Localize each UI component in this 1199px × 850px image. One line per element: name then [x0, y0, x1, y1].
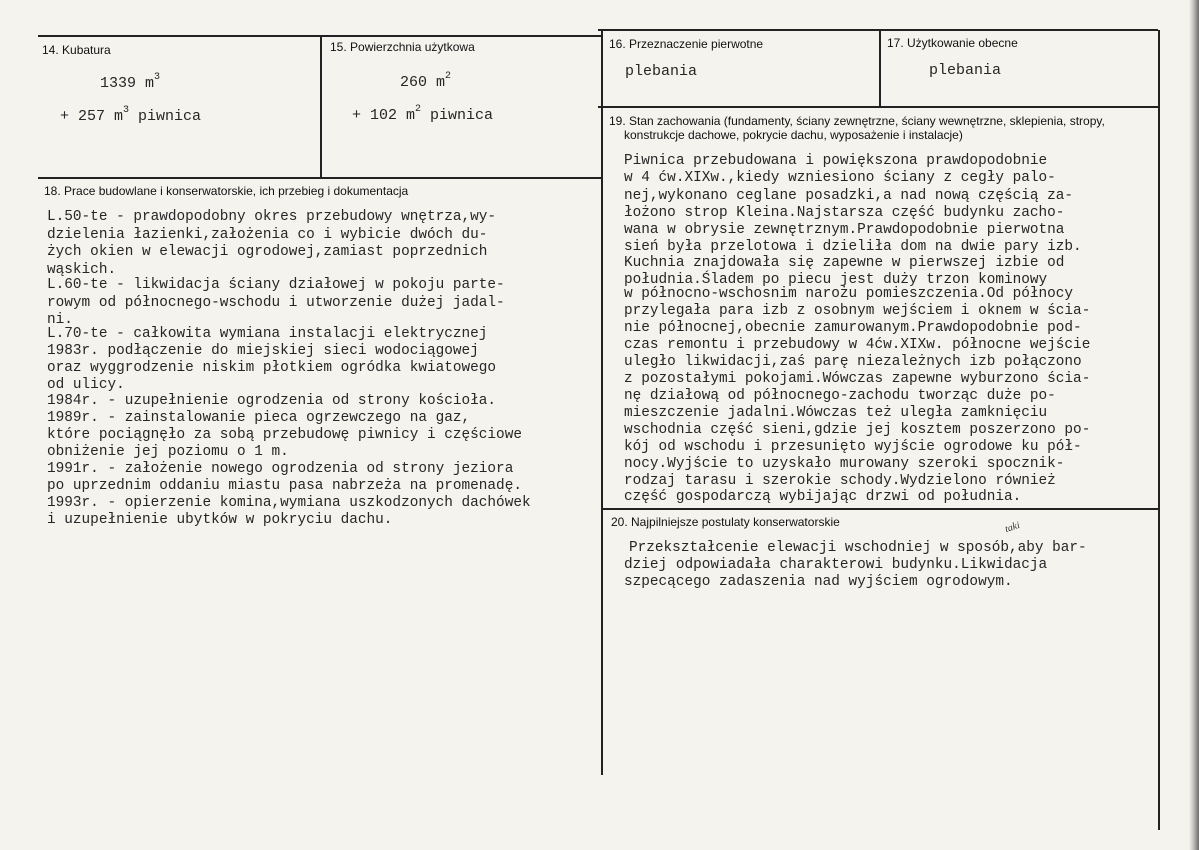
- field-14-basement-exponent: 3: [123, 105, 130, 116]
- right-border: [1158, 30, 1160, 830]
- field-19-line: przylegała para izb z osobnym wejściem i oknem w ścia-: [624, 303, 1091, 319]
- field-18-line: 1993r. - opierzenie komina,wymiana uszkodzonych dachówek: [47, 495, 531, 511]
- field-18-line: oraz wyggrodzenie niskim płotkiem ogródka kwiatowego: [47, 360, 497, 376]
- field-14-basement-volume: [60, 105, 202, 125]
- field-18-line: L.50-te - prawdopodobny okres przebudowy wnętrza,wy-: [47, 209, 497, 225]
- field-19-line: Piwnica przebudowana i powiększona prawdopodobnie: [624, 153, 1048, 169]
- field-18-line: 1989r. - zainstalowanie pieca ogrzewczego na gaz,: [47, 410, 471, 426]
- field-19-line: kój od wschodu i przesunięto wyjście ogrodowe ku pół-: [624, 439, 1082, 455]
- center-divider: [601, 30, 603, 775]
- field-19-line: nej,wykonano ceglane posadzki,a nad nową częścią za-: [624, 187, 1074, 204]
- scan-edge-shadow: [1189, 0, 1199, 850]
- field-14-basement-word: piwnica: [129, 108, 202, 125]
- field-20-line: Przekształcenie elewacji wschodniej w sposób,aby bar-: [629, 540, 1087, 556]
- field-19-line: Kuchnia znajdowała się zapewne w pierwszej izbie od: [624, 255, 1065, 271]
- divider-20-top: [602, 508, 1158, 510]
- field-18-line: obniżenie jej poziomu o 1 m.: [47, 444, 289, 460]
- field-15-label: 15. Powierzchnia użytkowa: [330, 40, 475, 54]
- field-14-label: 14. Kubatura: [42, 43, 111, 57]
- field-18-label: 18. Prace budowlane i konserwatorskie, ich przebieg i dokumentacja: [44, 184, 409, 198]
- field-19-line: z pozostałymi pokojami.Wówczas zapewne wyburzono ścia-: [624, 371, 1091, 387]
- field-19-line: sień była przelotowa i dzieliła dom na dwie pary izb.: [624, 238, 1082, 255]
- field-18-line: wąskich.: [47, 261, 117, 278]
- divider-14-15: [320, 36, 322, 178]
- field-18-line: od ulicy.: [47, 377, 125, 393]
- field-19-line: w 4 ćw.XIXw.,kiedy wzniesiono ściany z cegły palo-: [624, 170, 1056, 186]
- field-15-basement-area: [352, 104, 494, 124]
- field-18-line: i uzupełnienie ubytków w pokryciu dachu.: [47, 512, 393, 528]
- field-18-line: rowym od północnego-wschodu i utworzenie dużej jadal-: [47, 294, 505, 311]
- divider-16-17: [879, 30, 881, 107]
- field-19-label-line-1: 19. Stan zachowania (fundamenty, ściany zewnętrzne, ściany wewnętrzne, sklepienia, stropy,: [609, 114, 1105, 128]
- field-18-line: dzielenia łazienki,założenia co i wybicie dwóch du-: [47, 226, 488, 243]
- field-19-line: wana w obrysie zewnętrznym.Prawdopodobnie pierwotna: [624, 221, 1065, 238]
- field-18-line: 1983r. podłączenie do miejskiej sieci wodociągowej: [47, 343, 479, 359]
- field-18-line: L.70-te - całkowita wymiana instalacji elektrycznej: [47, 326, 488, 342]
- field-19-line: część gospodarczą wybijając drzwi od południa.: [624, 489, 1022, 505]
- field-18-line: żych okien w elewacji ogrodowej,zamiast poprzednich: [47, 244, 488, 260]
- field-19-line: uległo likwidacji,zaś parę niezależnych izb połączono: [624, 354, 1082, 370]
- field-19-line: nocy.Wyjście to uzyskało murowany szeroki spocznik-: [624, 456, 1065, 472]
- field-16-label: 16. Przeznaczenie pierwotne: [609, 37, 764, 51]
- field-19-line: mieszczenie jadalni.Wówczas też uległa zamknięciu: [624, 405, 1048, 421]
- field-18-line: 1984r. - uzupełnienie ogrodzenia od strony kościoła.: [47, 393, 497, 409]
- field-19-line: południa.Śladem po piecu jest duży trzon kominowy: [624, 272, 1048, 288]
- field-14-volume-exponent: 3: [154, 72, 161, 83]
- field-14-basement-value: + 257 m: [60, 108, 124, 125]
- field-18-line: L.60-te - likwidacja ściany działowej w pokoju parte-: [47, 277, 505, 293]
- field-19-line: nie północnej,obecnie zamurowanym.Prawdopodobnie pod-: [624, 320, 1082, 336]
- field-15-area-exponent: 2: [445, 71, 452, 82]
- field-14-volume: [100, 72, 161, 92]
- field-15-basement-value: + 102 m: [352, 107, 416, 124]
- divider-19-top: [598, 106, 1158, 108]
- field-14-volume-value: 1339 m: [100, 75, 155, 92]
- field-19-line: czas remontu i przebudowy w 4ćw.XIXw. północne wejście: [624, 337, 1091, 353]
- field-18-line: ni.: [47, 312, 73, 328]
- field-15-basement-exponent: 2: [415, 104, 422, 115]
- handwritten-insertion: taki: [1003, 519, 1022, 536]
- field-20-line: dziej odpowiadała charakterowi budynku.Likwidacja: [624, 557, 1048, 573]
- top-border-right: [598, 29, 1158, 31]
- field-20-label: 20. Najpilniejsze postulaty konserwatorskie: [611, 515, 840, 529]
- field-15-basement-word: piwnica: [421, 107, 494, 124]
- field-19-line: wschodnia część sieni,gdzie jej kosztem poszerzono po-: [624, 422, 1091, 438]
- field-16-value: plebania: [625, 63, 698, 80]
- field-17-value: plebania: [929, 62, 1002, 79]
- field-19-label-line-2: konstrukcje dachowe, pokrycie dachu, wyposażenie i instalacje): [624, 128, 963, 142]
- field-18-line: po uprzednim oddaniu miastu pasa nabrzeża na promenadę.: [47, 478, 522, 494]
- field-19-line: łożono strop Kleina.Najstarsza część budynku zacho-: [624, 204, 1065, 221]
- field-15-area: [400, 71, 452, 91]
- field-20-line: szpecącego zadaszenia nad wyjściem ogrodowym.: [624, 574, 1013, 590]
- field-19-line: nę działową od północnego-zachodu tworząc duże po-: [624, 388, 1056, 404]
- field-19-line: rodzaj tarasu i szerokie schody.Wydzielono również: [624, 473, 1056, 489]
- field-15-area-value: 260 m: [400, 74, 446, 91]
- field-18-line: 1991r. - założenie nowego ogrodzenia od strony jeziora: [47, 461, 514, 477]
- field-19-line: w północno-wschosnim narożu pomieszczenia.Od północy: [624, 286, 1074, 302]
- field-17-label: 17. Użytkowanie obecne: [887, 36, 1018, 50]
- field-18-line: które pociągnęło za sobą przebudowę piwnicy i częściowe: [47, 427, 522, 443]
